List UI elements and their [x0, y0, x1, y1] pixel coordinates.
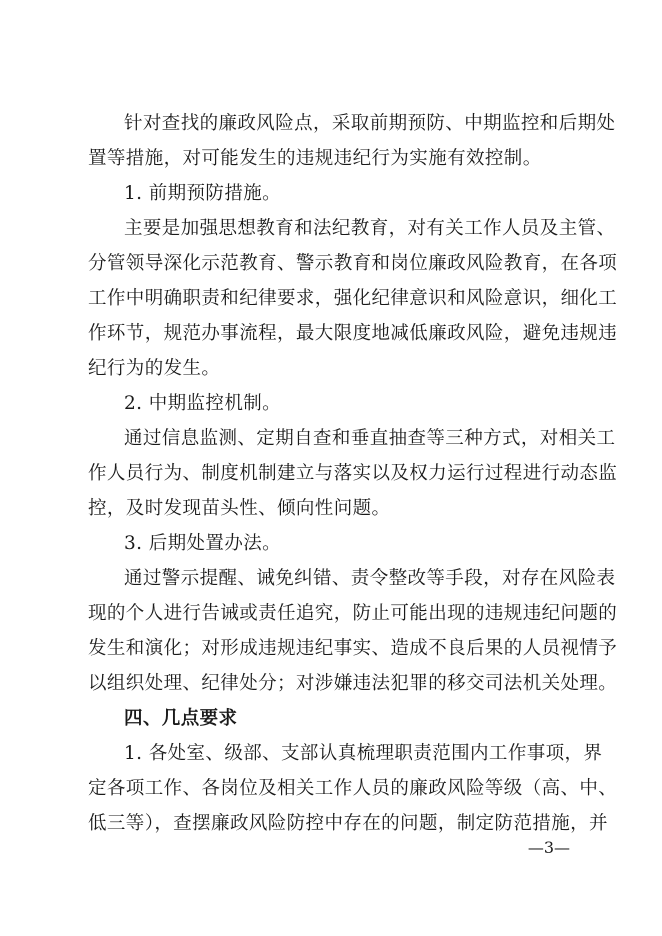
paragraph-line: 1. 各处室、级部、支部认真梳理职责范围内工作事项，界	[124, 743, 603, 764]
paragraph-line: 发生和演化；对形成违规违纪事实、造成不良后果的人员视情予	[88, 638, 618, 659]
paragraph-line: 作人员行为、制度机制建立与落实以及权力运行过程进行动态监	[88, 463, 618, 484]
paragraph-line: 工作中明确职责和纪律要求，强化纪律意识和风险意识，细化工	[88, 288, 618, 309]
page-number: —3—	[527, 838, 570, 857]
section-subheading: 2. 中期监控机制。	[124, 393, 282, 414]
section-subheading: 3. 后期处置办法。	[124, 533, 282, 554]
paragraph-line: 主要是加强思想教育和法纪教育，对有关工作人员及主管、	[124, 218, 616, 239]
paragraph-line: 纪行为的发生。	[88, 358, 221, 379]
paragraph-line: 低三等），查摆廉政风险防控中存在的问题，制定防范措施，并	[88, 813, 608, 834]
paragraph-line: 针对查找的廉政风险点，采取前期预防、中期监控和后期处	[124, 113, 616, 134]
paragraph-line: 控，及时发现苗头性、倾向性问题。	[88, 498, 391, 519]
paragraph-line: 通过信息监测、定期自查和垂直抽查等三种方式，对相关工	[124, 428, 616, 449]
paragraph-line: 置等措施，对可能发生的违规违纪行为实施有效控制。	[88, 148, 542, 169]
paragraph-line: 以组织处理、纪律处分；对涉嫌违法犯罪的移交司法机关处理。	[88, 673, 618, 694]
paragraph-line: 作环节，规范办事流程，最大限度地减低廉政风险，避免违规违	[88, 323, 618, 344]
paragraph-line: 定各项工作、各岗位及相关工作人员的廉政风险等级（高、中、	[88, 778, 618, 799]
paragraph-line: 通过警示提醒、诫免纠错、责令整改等手段，对存在风险表	[124, 568, 616, 589]
paragraph-line: 现的个人进行告诫或责任追究，防止可能出现的违规违纪问题的	[88, 603, 618, 624]
section-subheading: 1. 前期预防措施。	[124, 183, 282, 204]
section-heading: 四、几点要求	[124, 708, 238, 729]
paragraph-line: 分管领导深化示范教育、警示教育和岗位廉政风险教育，在各项	[88, 253, 618, 274]
